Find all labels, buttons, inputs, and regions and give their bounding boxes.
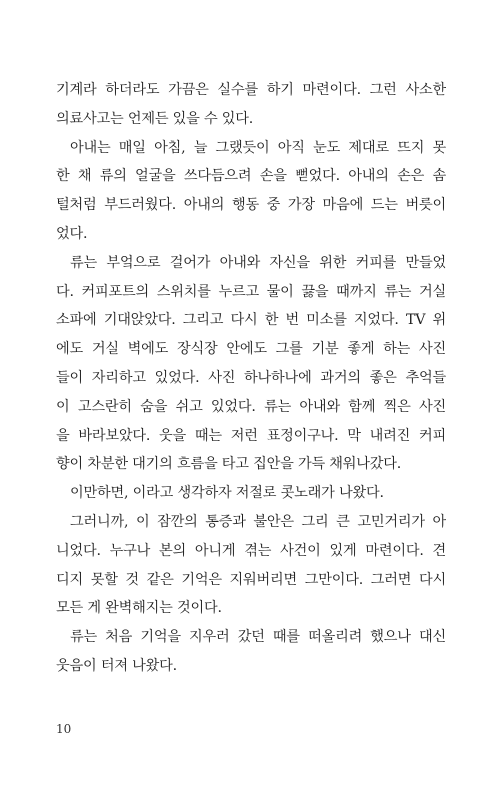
text-line: 다. 커피포트의 스위치를 누르고 물이 끓을 때까지 류는 거실 [56, 283, 446, 300]
text-line: 의료사고는 언제든 있을 수 있다. [56, 110, 254, 127]
text-line: 들이 자리하고 있었다. 사진 하나하나에 과거의 좋은 추억들 [56, 369, 446, 386]
text-line: 아내는 매일 아침, 늘 그랬듯이 아직 눈도 제대로 뜨지 못 [70, 139, 446, 156]
text-line: 웃음이 터져 나왔다. [56, 657, 177, 674]
text-line: 모든 게 완벽해지는 것이다. [56, 600, 222, 617]
text-line: 향이 차분한 대기의 흐름을 타고 집안을 가득 채워나갔다. [56, 456, 402, 473]
text-line: 털처럼 부드러웠다. 아내의 행동 중 가장 마음에 드는 버릇이 [56, 197, 446, 214]
text-line: 니었다. 누구나 본의 아니게 겪는 사건이 있게 마련이다. 견 [56, 542, 446, 559]
text-line: 한 채 류의 얼굴을 쓰다듬으려 손을 뻗었다. 아내의 손은 솜 [56, 168, 446, 185]
text-line: 에도 거실 벽에도 장식장 안에도 그를 기분 좋게 하는 사진 [56, 341, 446, 358]
text-line: 소파에 기대앉았다. 그리고 다시 한 번 미소를 지었다. TV 위 [56, 312, 446, 329]
text-line: 디지 못할 것 같은 기억은 지워버리면 그만이다. 그러면 다시 [56, 571, 446, 588]
text-line: 이만하면, 이라고 생각하자 저절로 콧노래가 나왔다. [70, 485, 384, 502]
text-line: 류는 처음 기억을 지우러 갔던 때를 떠올리려 했으나 대신 [70, 629, 446, 646]
text-line: 었다. [56, 225, 88, 242]
text-line: 을 바라보았다. 웃을 때는 저런 표정이구나. 막 내려진 커피 [56, 427, 446, 444]
text-line: 기계라 하더라도 가끔은 실수를 하기 마련이다. 그런 사소한 [56, 82, 446, 98]
text-line: 류는 부엌으로 걸어가 아내와 자신을 위한 커피를 만들었 [70, 254, 446, 271]
page-number: 10 [56, 722, 72, 736]
text-line: 그러니까, 이 잠깐의 통증과 불안은 그리 큰 고민거리가 아 [70, 513, 446, 530]
text-line: 이 고스란히 숨을 쉬고 있었다. 류는 아내와 함께 찍은 사진 [56, 398, 446, 415]
body-text [56, 76, 446, 681]
